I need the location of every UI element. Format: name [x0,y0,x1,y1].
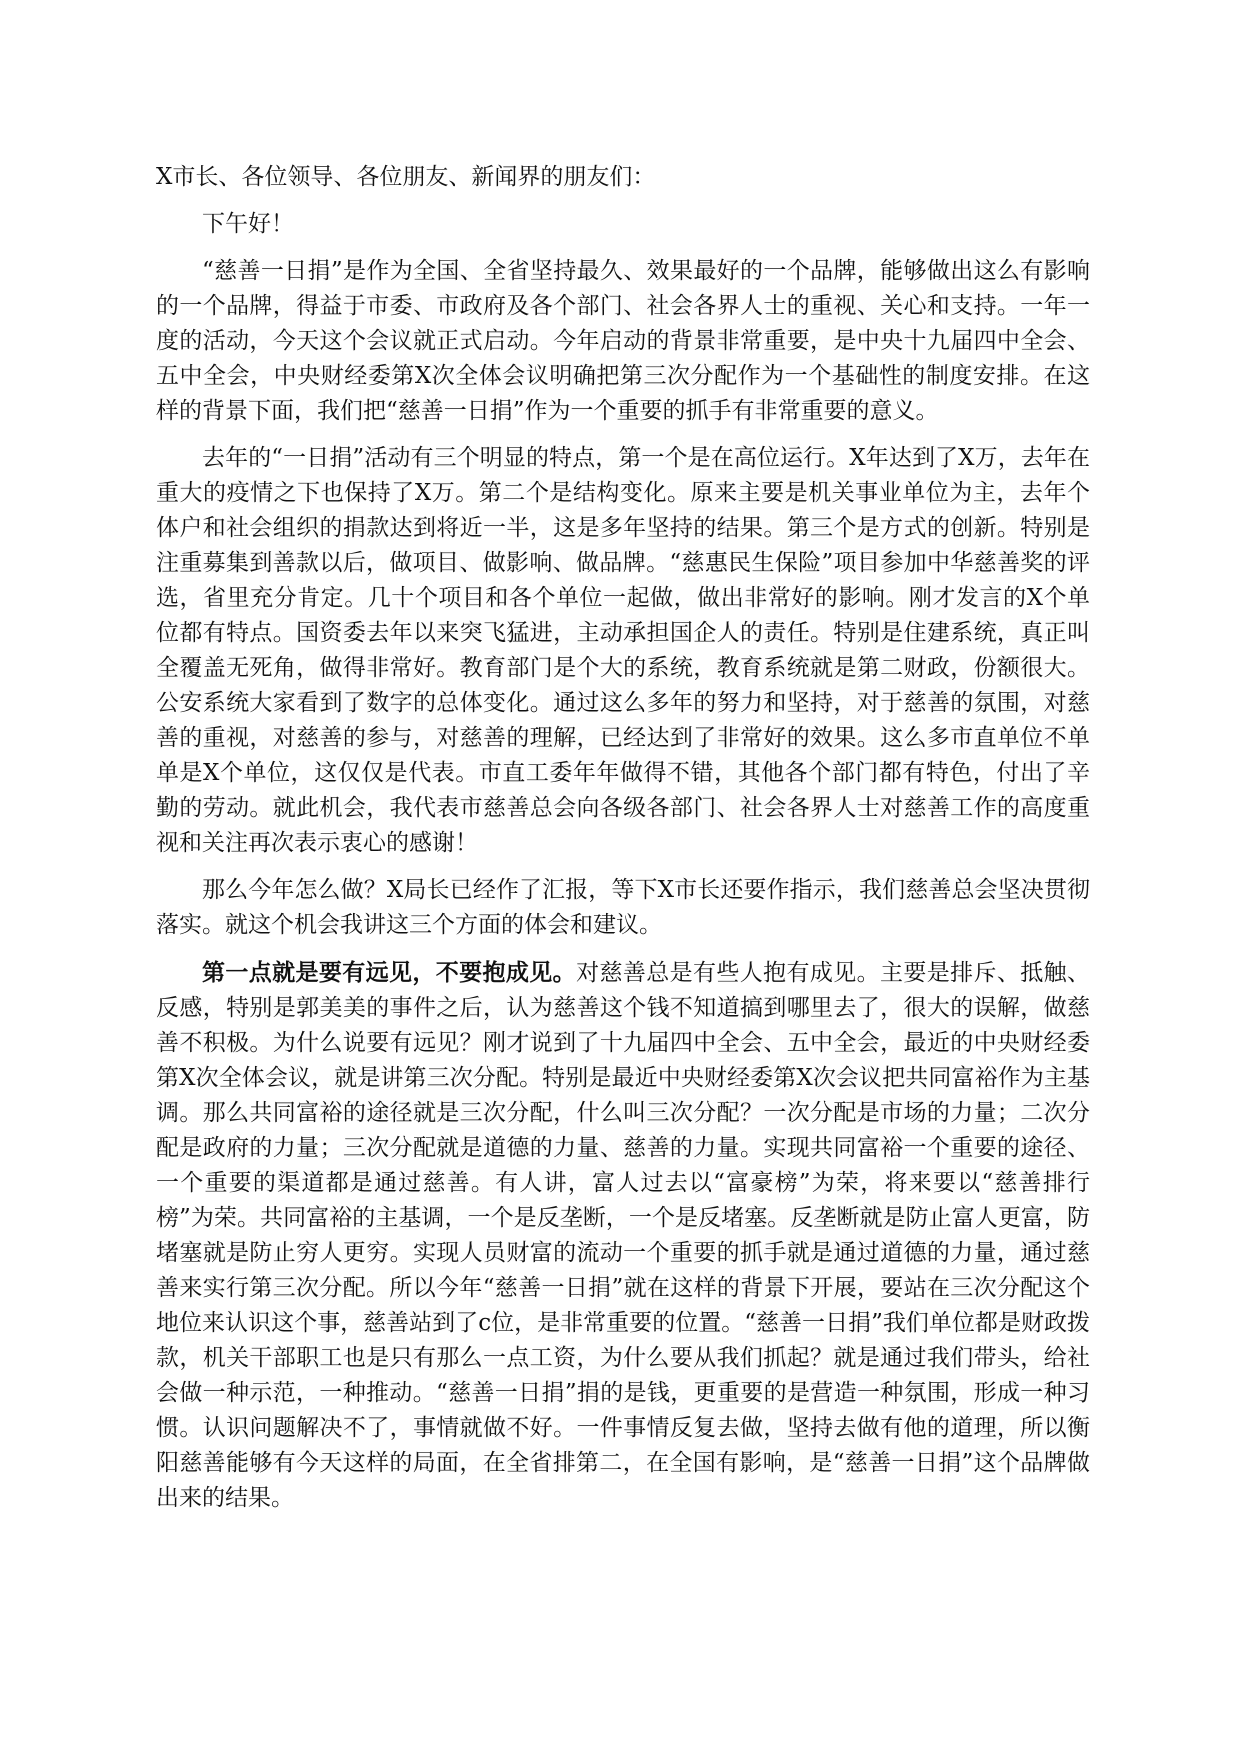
paragraph-point-one [156,955,1090,1516]
greeting: 下午好！ [202,211,294,237]
paragraph-last-year: 去年的“一日捐”活动有三个明显的特点，第一个是在高位运行。X年达到了X万，去年在重大的疫情之下也保持了X万。第二个是结构变化。原来主要是机关事业单位为主，去年个体户和社会组织的捐款达到将近一半，这是多年坚持的结果。第三个是方式的创新。特别是注重募集到善款以后，做项目、做影响、做品牌。“慈惠民生保险”项目参加中华慈善奖的评选，省里充分肯定。几十个项目和各个单位一起做，做出非常好的影响。刚才发言的X个单位都有特点。国资委去年以来突飞猛进，主动承担国企人的责任。特别是住建系统，真正叫全覆盖无死角，做得非常好。教育部门是个大的系统，教育系统就是第二财政，份额很大。公安系统大家看到了数字的总体变化。通过这么多年的努力和坚持，对于慈善的氛围，对慈善的重视，对慈善的参与，对慈善的理解，已经达到了非常好的效果。这么多市直单位不单单是X个单位，这仅仅是代表。市直工委年年做得不错，其他各个部门都有特色，付出了辛勤的劳动。就此机会，我代表市慈善总会向各级各部门、社会各界人士对慈善工作的高度重视和关注再次表示衷心的感谢！ [156,445,1090,856]
paragraph-intro: “慈善一日捐”是作为全国、全省坚持最久、效果最好的一个品牌，能够做出这么有影响的一个品牌，得益于市委、市政府及各个部门、社会各界人士的重视、关心和支持。一年一度的活动，今天这个会议就正式启动。今年启动的背景非常重要，是中央十九届四中全会、五中全会，中央财经委第X次全体会议明确把第三次分配作为一个基础性的制度安排。在这样的背景下面，我们把“慈善一日捐”作为一个重要的抓手有非常重要的意义。 [156,258,1090,424]
salutation: X市长、各位领导、各位朋友、新闻界的朋友们： [156,164,656,190]
paragraph-this-year: 那么今年怎么做？X局长已经作了汇报，等下X市长还要作指示，我们慈善总会坚决贯彻落实。就这个机会我讲这三个方面的体会和建议。 [156,877,1090,938]
point-one-heading: 第一点就是要有远见，不要抱成见。 [202,959,577,986]
point-one-body: 对慈善总是有些人抱有成见。主要是排斥、抵触、反感，特别是郭美美的事件之后，认为慈善这个钱不知道搞到哪里去了，很大的误解，做慈善不积极。为什么说要有远见？刚才说到了十九届四中全会、五中全会，最近的中央财经委第X次全体会议，就是讲第三次分配。特别是最近中央财经委第X次会议把共同富裕作为主基调。那么共同富裕的途径就是三次分配，什么叫三次分配？一次分配是市场的力量；二次分配是政府的力量；三次分配就是道德的力量、慈善的力量。实现共同富裕一个重要的途径、一个重要的渠道都是通过慈善。有人讲，富人过去以“富豪榜”为荣，将来要以“慈善排行榜”为荣。共同富裕的主基调，一个是反垄断，一个是反堵塞。反垄断就是防止富人更富，防堵塞就是防止穷人更穷。实现人员财富的流动一个重要的抓手就是通过道德的力量，通过慈善来实行第三次分配。所以今年“慈善一日捐”就在这样的背景下开展，要站在三次分配这个地位来认识这个事，慈善站到了c位，是非常重要的位置。“慈善一日捐”我们单位都是财政拨款，机关干部职工也是只有那么一点工资，为什么要从我们抓起？就是通过我们带头，给社会做一种示范，一种推动。“慈善一日捐”捐的是钱，更重要的是营造一种氛围，形成一种习惯。认识问题解决不了，事情就做不好。一件事情反复去做，坚持去做有他的道理，所以衡阳慈善能够有今天这样的局面，在全省排第二，在全国有影响，是“慈善一日捐”这个品牌做出来的结果。 [156,960,1091,1511]
document-page [156,160,1090,1528]
